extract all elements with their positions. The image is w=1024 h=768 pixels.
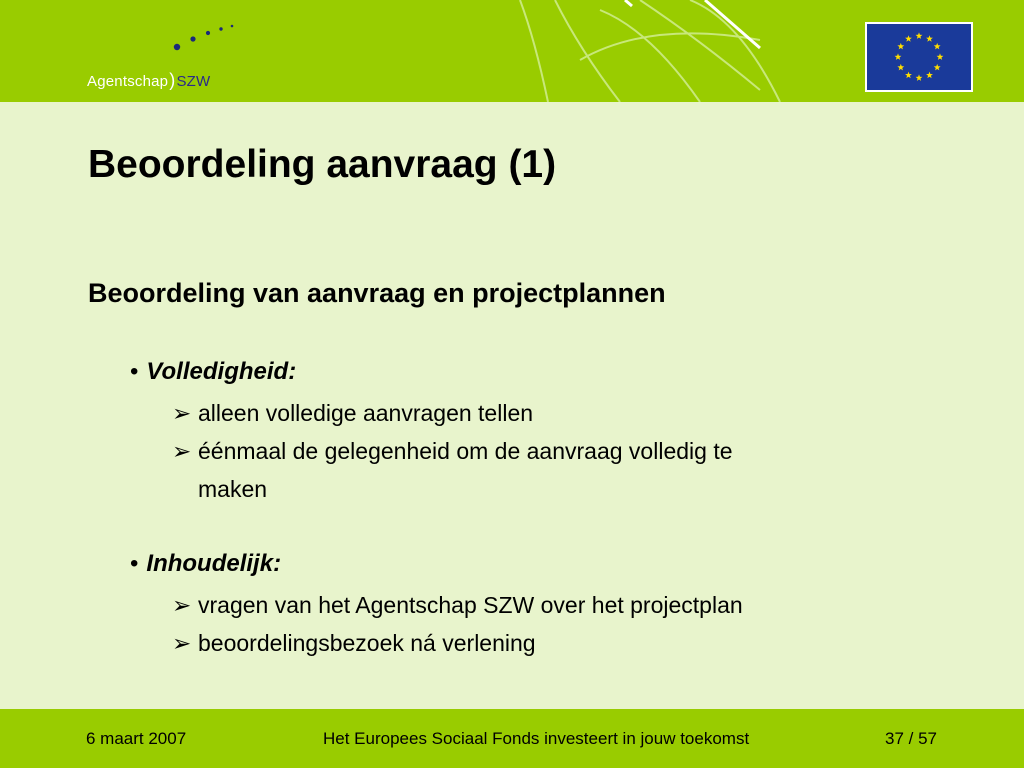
- footer-tagline: Het Europees Sociaal Fonds investeert in jouw toekomst: [323, 729, 750, 748]
- slide-title: Beoordeling aanvraag (1): [88, 143, 557, 186]
- bullet-icon: •: [130, 358, 139, 385]
- sub-item-text: éénmaal de gelegenheid om de aanvraag volledig te: [198, 438, 733, 464]
- bullet-inhoudelijk: [130, 550, 281, 578]
- arrow-bullet-icon: ➢: [172, 592, 192, 618]
- logo-szw-text: SZW: [176, 73, 211, 90]
- header-band: [0, 0, 1024, 102]
- logo-wordmark: [87, 70, 210, 91]
- bullet-label: Volledigheid:: [146, 358, 297, 385]
- sub-item-text: alleen volledige aanvragen tellen: [198, 400, 534, 426]
- sub-item: [172, 586, 743, 624]
- bullet-icon: •: [130, 550, 139, 577]
- footer-band: [0, 709, 1024, 768]
- eu-flag-icon: [865, 22, 973, 92]
- sub-item-continuation-text: maken: [198, 476, 268, 502]
- arrow-bullet-icon: ➢: [172, 438, 192, 464]
- sub-item: [172, 432, 733, 470]
- sub-item: [172, 394, 533, 432]
- sub-item: [172, 624, 536, 662]
- logo-dots-icon: [86, 18, 246, 70]
- footer-date: 6 maart 2007: [86, 729, 187, 748]
- slide-subtitle: Beoordeling van aanvraag en projectplannen: [88, 278, 666, 308]
- arrow-bullet-icon: ➢: [172, 400, 192, 426]
- logo-agentschap-text: Agentschap: [87, 73, 169, 90]
- sub-item-continuation: [172, 470, 267, 508]
- sub-item-text: beoordelingsbezoek ná verlening: [198, 630, 536, 656]
- logo-separator: ): [169, 70, 176, 90]
- agentschap-szw-logo: [86, 18, 246, 98]
- bullet-volledigheid: [130, 358, 296, 386]
- arrow-bullet-icon: ➢: [172, 630, 192, 656]
- bullet-label: Inhoudelijk:: [146, 550, 282, 577]
- sub-item-text: vragen van het Agentschap SZW over het projectplan: [198, 592, 743, 618]
- page-number: 37 / 57: [885, 729, 937, 748]
